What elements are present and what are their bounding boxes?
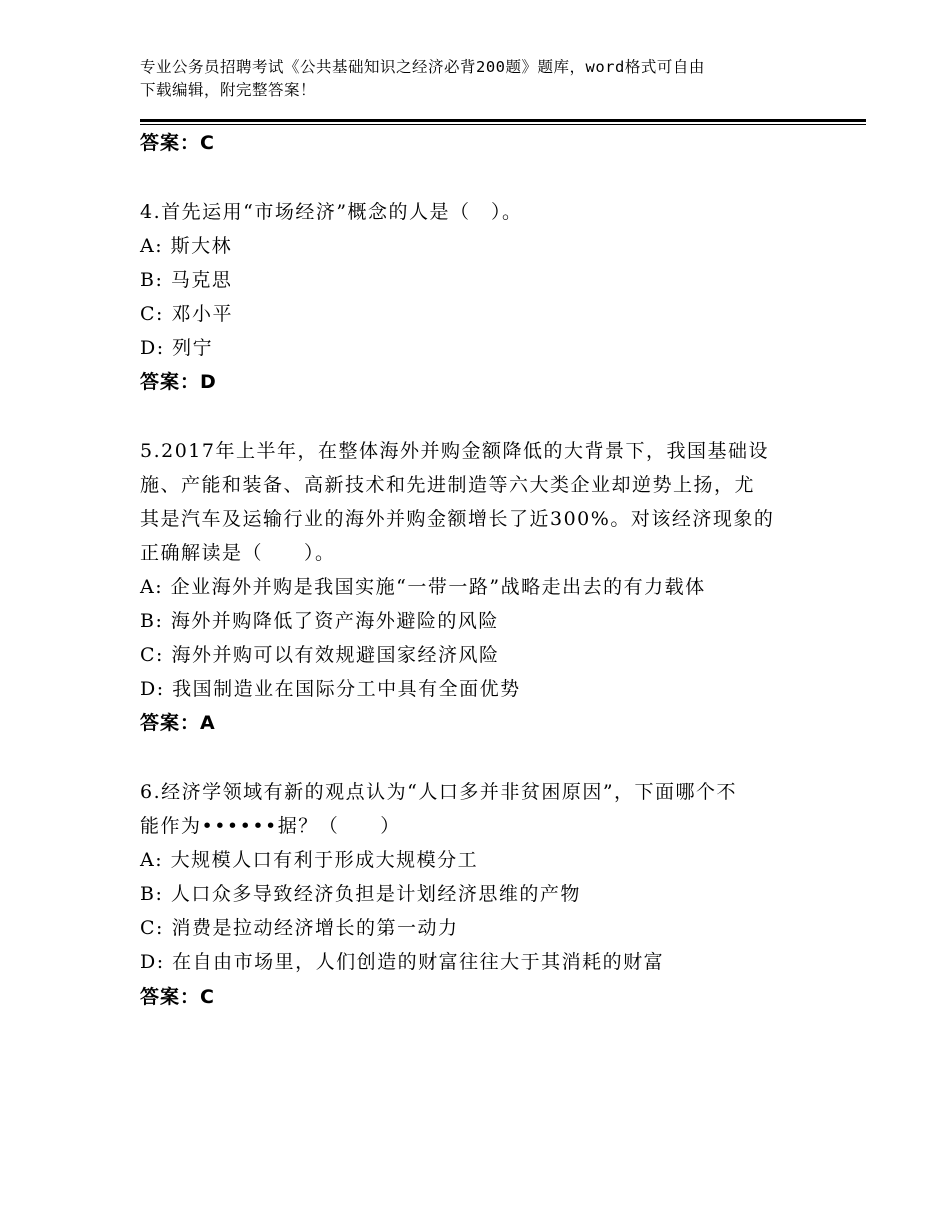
question-5-option-b: B: 海外并购降低了资产海外避险的风险: [140, 610, 499, 632]
question-5-stem-line-4: 正确解读是（ ）。: [140, 542, 336, 564]
question-5-option-a: A: 企业海外并购是我国实施“一带一路”战略走出去的有力载体: [140, 576, 706, 598]
question-6-stem-line-2: 能作为••••••据？（ ）: [140, 815, 401, 837]
header-line-2: 下载编辑，附完整答案！: [140, 81, 317, 99]
question-4-option-a: A: 斯大林: [140, 235, 233, 257]
question-6-option-d: D: 在自由市场里，人们创造的财富往往大于其消耗的财富: [140, 951, 665, 973]
question-5-option-c: C: 海外并购可以有效规避国家经济风险: [140, 644, 500, 666]
question-4-option-b: B: 马克思: [140, 269, 233, 291]
header-line-1: 专业公务员招聘考试《公共基础知识之经济必背200题》题库，word格式可自由: [140, 58, 705, 76]
header-rule-thin: [140, 124, 866, 125]
question-6-option-b: B: 人口众多导致经济负担是计划经济思维的产物: [140, 883, 581, 905]
question-6-option-a: A: 大规模人口有利于形成大规模分工: [140, 849, 479, 871]
answer-q5: 答案：A: [140, 712, 216, 734]
question-5-option-d: D: 我国制造业在国际分工中具有全面优势: [140, 678, 521, 700]
question-5-stem-line-1: 5.2017年上半年，在整体海外并购金额降低的大背景下，我国基础设: [140, 440, 769, 462]
question-4-option-d: D: 列宁: [140, 337, 214, 359]
question-4-stem: 4.首先运用“市场经济”概念的人是（ ）。: [140, 201, 523, 223]
header-rule-thick: [140, 119, 866, 122]
page-header: [140, 56, 820, 102]
answer-q4: 答案：D: [140, 371, 217, 393]
question-6-stem-line-1: 6.经济学领域有新的观点认为“人口多并非贫困原因”，下面哪个不: [140, 781, 738, 803]
question-6-option-c: C: 消费是拉动经济增长的第一动力: [140, 917, 459, 939]
answer-q3: 答案：C: [140, 132, 215, 154]
answer-q6: 答案：C: [140, 986, 215, 1008]
question-5-stem-line-3: 其是汽车及运输行业的海外并购金额增长了近300%。对该经济现象的: [140, 508, 775, 530]
question-5-stem-line-2: 施、产能和装备、高新技术和先进制造等六大类企业却逆势上扬，尤: [140, 474, 756, 496]
question-4-option-c: C: 邓小平: [140, 303, 233, 325]
